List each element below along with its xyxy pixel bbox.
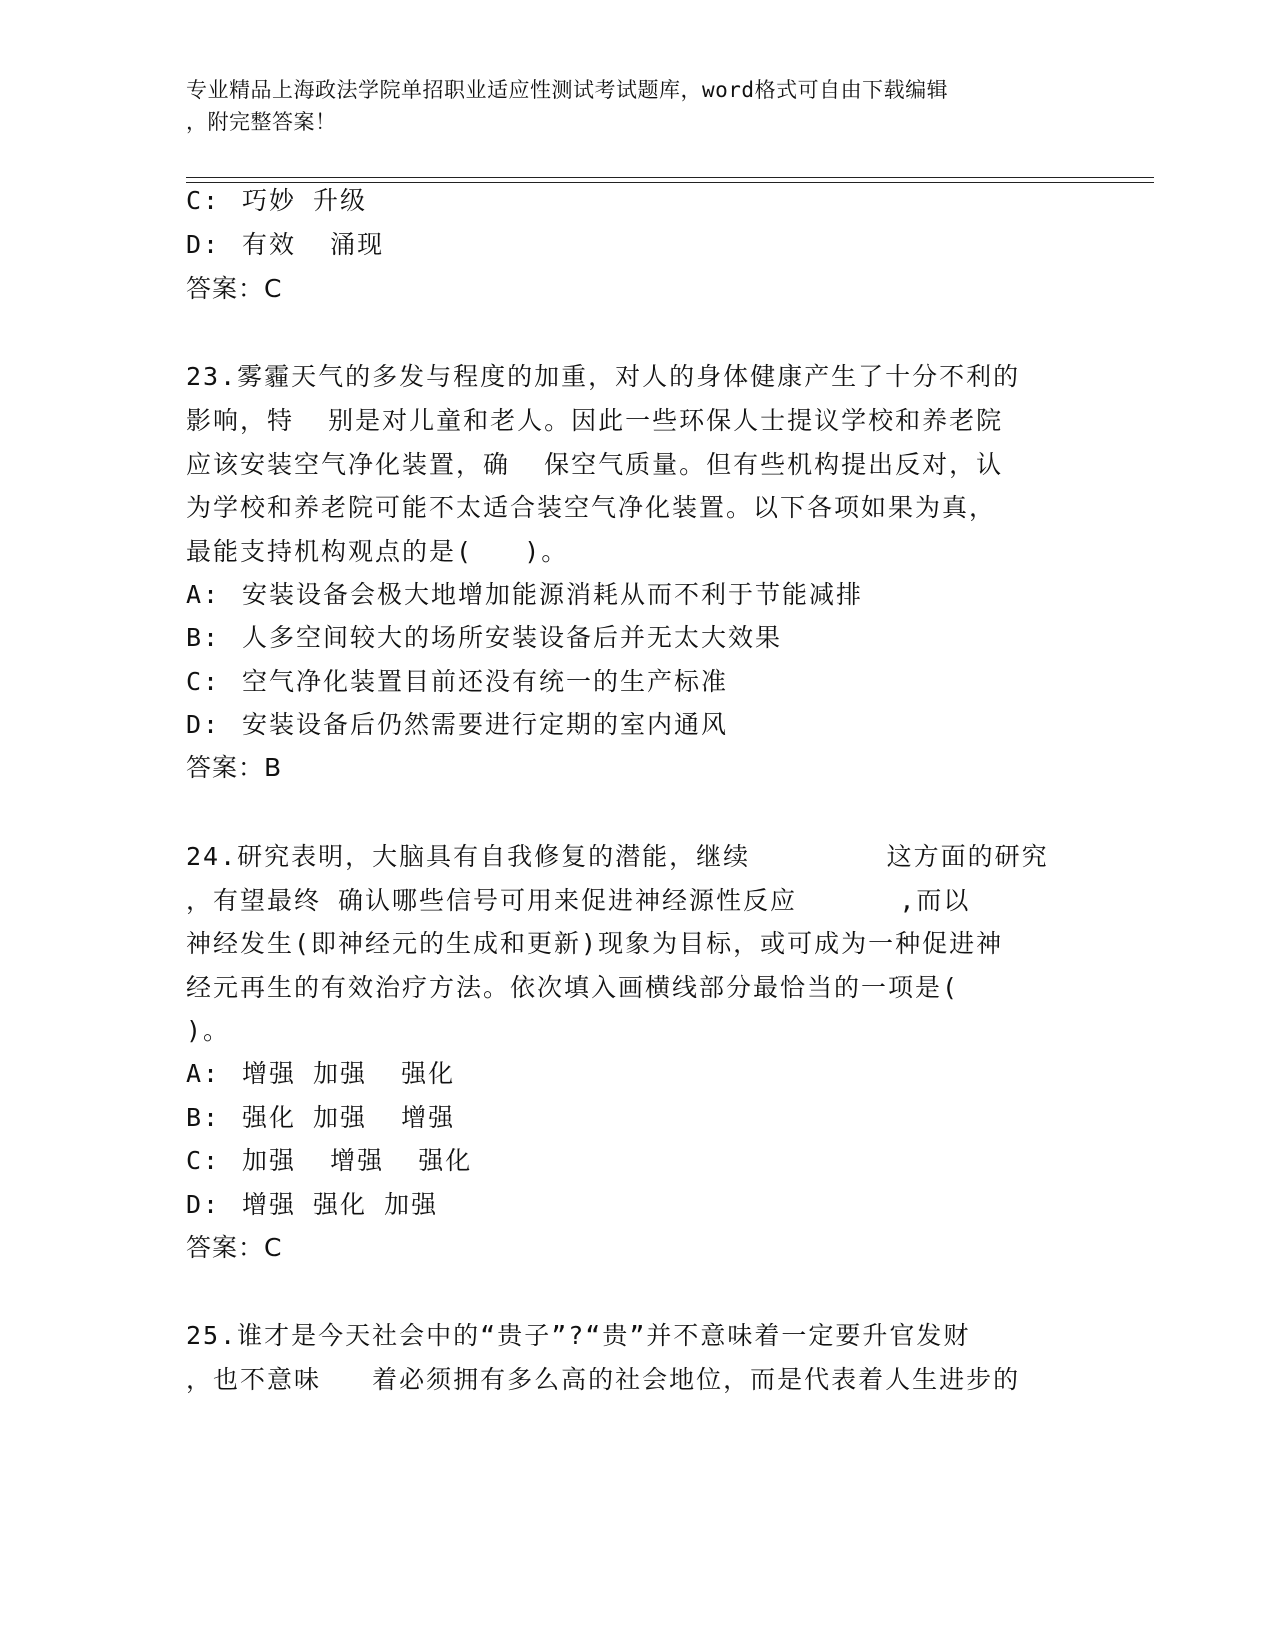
q23-option-d: [186, 707, 728, 743]
q24-option-c: [186, 1143, 472, 1179]
option-label: D:: [186, 710, 221, 739]
q24-answer: 答案：C: [186, 1233, 283, 1262]
q25-stem-line-2: ，也不意味 着必须拥有多么高的社会地位，而是代表着人生进步的: [186, 1365, 1021, 1394]
q23-option-b: [186, 620, 782, 656]
option-text: 人多空间较大的场所安装设备后并无太大效果: [242, 623, 783, 652]
option-label: D:: [186, 230, 221, 259]
option-text: 有效 涌现: [242, 230, 385, 259]
q23-answer: 答案：B: [186, 753, 283, 782]
option-text: 安装设备会极大地增加能源消耗从而不利于节能减排: [242, 580, 864, 609]
prev-option-c: [186, 183, 367, 219]
option-label: B:: [186, 623, 221, 652]
q24-option-b: [186, 1100, 455, 1136]
option-label: C:: [186, 667, 221, 696]
option-label: B:: [186, 1103, 221, 1132]
option-label: C:: [186, 1146, 221, 1175]
q23-stem-line-1: 23.雾霾天气的多发与程度的加重，对人的身体健康产生了十分不利的: [186, 362, 1021, 391]
q24-stem-line-3: 神经发生(即神经元的生成和更新)现象为目标，或可成为一种促进神: [186, 929, 1004, 958]
option-text: 巧妙 升级: [242, 186, 368, 215]
header-line-1: 专业精品上海政法学院单招职业适应性测试考试题库，word格式可自由下载编辑: [186, 78, 949, 102]
q25-stem-line-1: 25.谁才是今天社会中的“贵子”?“贵”并不意味着一定要升官发财: [186, 1321, 971, 1350]
prev-answer: 答案：C: [186, 274, 283, 303]
q23-option-c: [186, 664, 728, 700]
header-line-2: ，附完整答案！: [186, 110, 337, 134]
q24-stem-line-2: ，有望最终 确认哪些信号可用来促进神经源性反应 ,而以: [186, 886, 971, 915]
q24-option-d: [186, 1187, 438, 1223]
option-text: 增强 加强 强化: [242, 1059, 456, 1088]
option-text: 安装设备后仍然需要进行定期的室内通风: [242, 710, 729, 739]
q24-stem-line-4: 经元再生的有效治疗方法。依次填入画横线部分最恰当的一项是(: [186, 973, 960, 1002]
option-label: A:: [186, 580, 221, 609]
option-label: C:: [186, 186, 221, 215]
q24-stem-line-1: 24.研究表明，大脑具有自我修复的潜能，继续 这方面的研究: [186, 842, 1049, 871]
document-header: [186, 74, 1066, 138]
q23-option-a: [186, 577, 863, 613]
q24-stem-line-5: )。: [186, 1016, 231, 1045]
option-text: 加强 增强 强化: [242, 1146, 473, 1175]
q24-option-a: [186, 1056, 455, 1092]
q23-stem-line-4: 为学校和养老院可能不太适合装空气净化装置。以下各项如果为真，: [186, 493, 997, 522]
q23-stem-line-2: 影响，特 别是对儿童和老人。因此一些环保人士提议学校和养老院: [186, 406, 1004, 435]
option-text: 空气净化装置目前还没有统一的生产标准: [242, 667, 729, 696]
prev-option-d: [186, 227, 384, 263]
option-text: 强化 加强 增强: [242, 1103, 456, 1132]
option-label: A:: [186, 1059, 221, 1088]
option-text: 增强 强化 加强: [242, 1190, 439, 1219]
q23-stem-line-5: 最能支持机构观点的是( )。: [186, 537, 569, 566]
option-label: D:: [186, 1190, 221, 1219]
q23-stem-line-3: 应该安装空气净化装置，确 保空气质量。但有些机构提出反对，认: [186, 450, 1004, 479]
